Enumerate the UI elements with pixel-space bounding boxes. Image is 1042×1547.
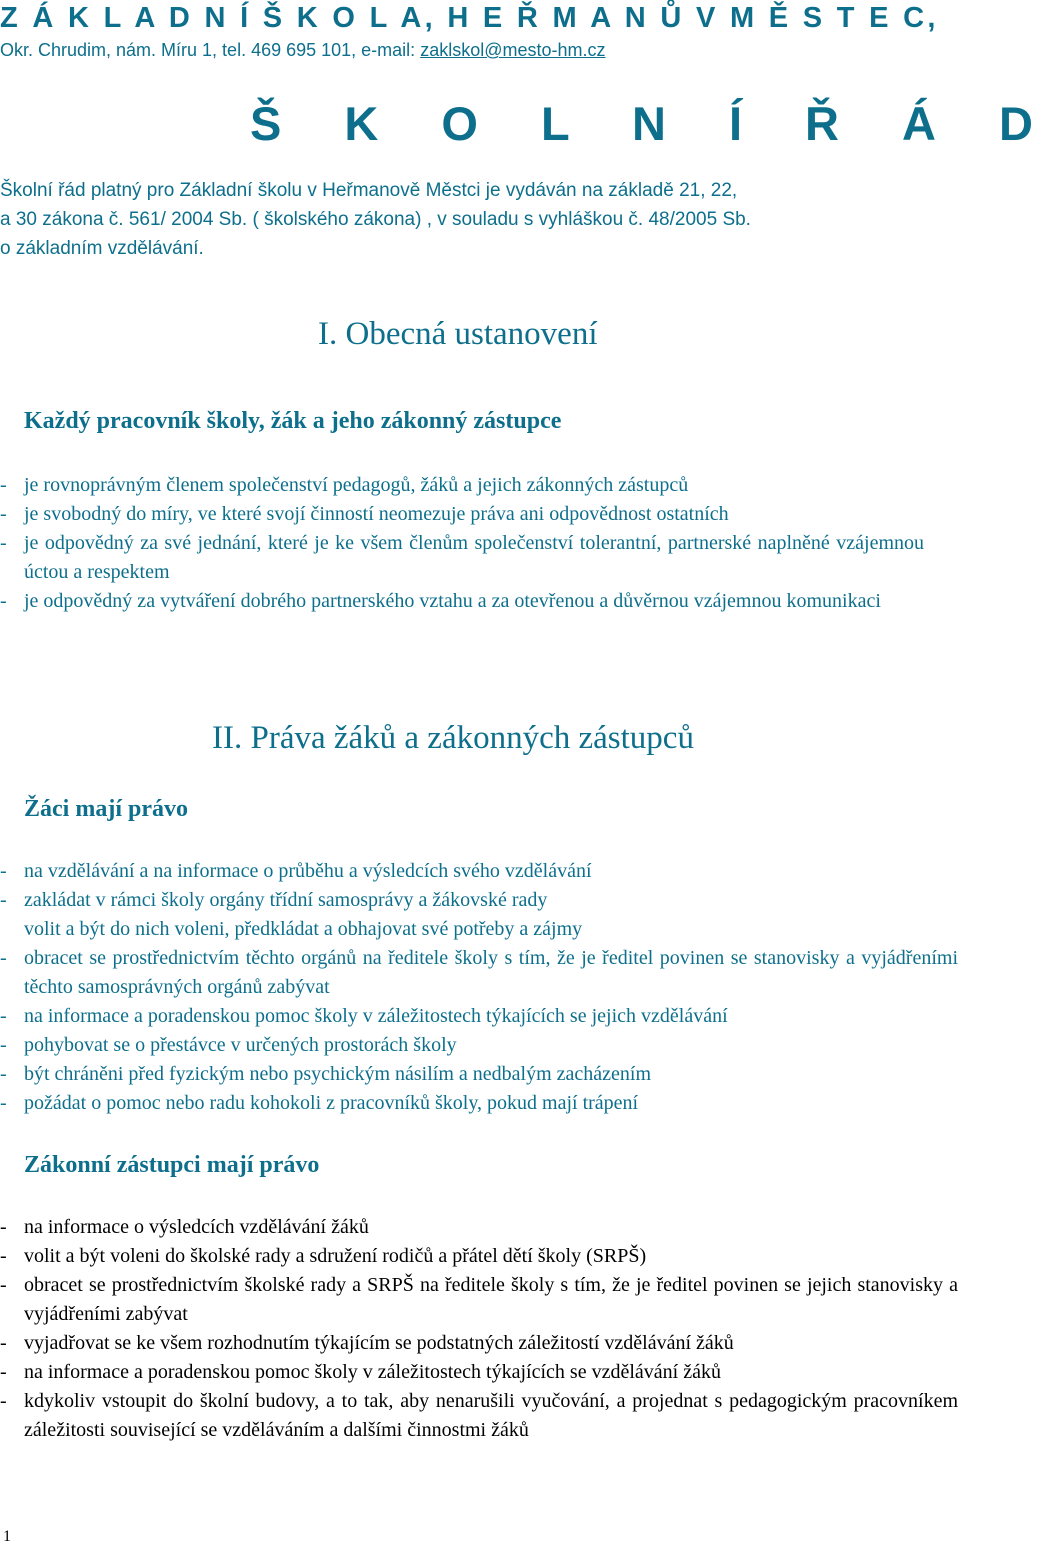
- list-item-text: vyjadřovat se ke všem rozhodnutím týkajícím se podstatných záležitostí vzdělávání žáků: [24, 1332, 734, 1354]
- list-item-text: na informace o výsledcích vzdělávání žáků: [24, 1216, 369, 1238]
- list-item: [0, 1329, 958, 1358]
- list-item-text: je odpovědný za své jednání, které je ke všem členům společenství tolerantní, partnerské naplněné vzájemnou úctou a respektem: [24, 532, 924, 583]
- intro-line: o základním vzdělávání.: [0, 238, 204, 259]
- section-heading-general: I. Obecná ustanovení: [318, 316, 598, 352]
- school-contact: [0, 40, 606, 61]
- list-item-text: volit a být voleni do školské rady a sdružení rodičů a přátel dětí školy (SRPŠ): [24, 1245, 647, 1267]
- list-dash: -: [0, 889, 7, 911]
- list-item: [0, 1213, 958, 1242]
- list-dash: [0, 915, 24, 944]
- list-item: [0, 915, 958, 944]
- list-item-text: na vzdělávání a na informace o průběhu a výsledcích svého vzdělávání: [24, 860, 592, 882]
- list-item-text: obracet se prostřednictvím těchto orgánů na ředitele školy s tím, že je ředitel povinen se stanovisky a vyjádřeními těchto samosprávných orgánů zabývat: [24, 947, 958, 998]
- subheading-pupils: Žáci mají právo: [24, 796, 188, 822]
- list-dash: -: [0, 1063, 7, 1085]
- list-dash: -: [0, 1034, 7, 1056]
- list-item-text: zakládat v rámci školy orgány třídní samosprávy a žákovské rady: [24, 889, 548, 911]
- list-item-text: pohybovat se o přestávce v určených prostorách školy: [24, 1034, 457, 1056]
- list-dash: -: [0, 1390, 7, 1412]
- list-item: [0, 1387, 958, 1445]
- list-item: [0, 886, 958, 915]
- subheading-guardians: Zákonní zástupci mají právo: [24, 1152, 320, 1178]
- list-item-text: je rovnoprávným členem společenství pedagogů, žáků a jejich zákonných zástupců: [24, 474, 689, 496]
- list-item: [0, 1060, 958, 1089]
- list-dash: -: [0, 1245, 7, 1267]
- list-item: [0, 857, 958, 886]
- list-item-text: požádat o pomoc nebo radu kohokoli z pracovníků školy, pokud mají trápení: [24, 1092, 639, 1114]
- intro-line: Školní řád platný pro Základní školu v Heřmanově Městci je vydáván na základě 21, 22,: [0, 180, 738, 201]
- list-item: [0, 1089, 958, 1118]
- subheading-everyone: Každý pracovník školy, žák a jeho zákonný zástupce: [24, 408, 562, 434]
- list-dash: -: [0, 1274, 7, 1296]
- list-dash: -: [0, 1092, 7, 1114]
- list-item-text: kdykoliv vstoupit do školní budovy, a to tak, aby nenarušili vyučování, a projednat s pedagogickým pracovníkem záležitosti související se vzděláváním a dalšími činnostmi žáků: [24, 1390, 958, 1441]
- pupils-rights-list: [0, 857, 958, 1118]
- list-item: [0, 1031, 958, 1060]
- section-heading-rights: II. Práva žáků a zákonných zástupců: [212, 720, 694, 756]
- list-item: [0, 587, 934, 616]
- list-item: [0, 1242, 958, 1271]
- general-rules-list: [0, 471, 934, 616]
- list-item-text: obracet se prostřednictvím školské rady a SRPŠ na ředitele školy s tím, že je ředitel povinen se jejich stanovisky a vyjádřeními zabývat: [24, 1274, 958, 1325]
- list-item-text: volit a být do nich voleni, předkládat a obhajovat své potřeby a zájmy: [24, 918, 583, 940]
- list-item-text: na informace a poradenskou pomoc školy v záležitostech týkajících se jejich vzdělávání: [24, 1005, 728, 1027]
- guardians-rights-list: [0, 1213, 958, 1445]
- list-dash: -: [0, 590, 7, 612]
- list-dash: -: [0, 532, 7, 554]
- intro-paragraph: [0, 176, 960, 263]
- list-dash: -: [0, 947, 7, 969]
- page-number: 1: [3, 1528, 11, 1545]
- school-name: Z Á K L A D N Í Š K O L A, H E Ř M A N Ů V M Ě S T E C,: [0, 2, 939, 34]
- list-dash: -: [0, 860, 7, 882]
- list-item: [0, 471, 934, 500]
- list-dash: -: [0, 503, 7, 525]
- list-dash: -: [0, 1216, 7, 1238]
- document-title: Š K O L N Í Ř Á D: [250, 97, 1042, 150]
- list-item: [0, 944, 958, 1002]
- list-item: [0, 529, 934, 587]
- list-dash: -: [0, 1005, 7, 1027]
- list-item: [0, 1002, 958, 1031]
- list-dash: -: [0, 1361, 7, 1383]
- list-item: [0, 500, 934, 529]
- list-item-text: být chráněni před fyzickým nebo psychickým násilím a nedbalým zacházením: [24, 1063, 652, 1085]
- list-dash: -: [0, 1332, 7, 1354]
- email-link[interactable]: zaklskol@mesto-hm.cz: [420, 40, 606, 60]
- list-item-text: je svobodný do míry, ve které svojí činností neomezuje práva ani odpovědnost ostatních: [24, 503, 729, 525]
- list-item-text: je odpovědný za vytváření dobrého partnerského vztahu a za otevřenou a důvěrnou vzájemnou komunikaci: [24, 590, 881, 612]
- contact-text: Okr. Chrudim, nám. Míru 1, tel. 469 695 101, e-mail:: [0, 40, 421, 60]
- list-dash: -: [0, 474, 7, 496]
- list-item: [0, 1358, 958, 1387]
- list-item-text: na informace a poradenskou pomoc školy v záležitostech týkajících se vzdělávání žáků: [24, 1361, 721, 1383]
- list-item: [0, 1271, 958, 1329]
- intro-line: a 30 zákona č. 561/ 2004 Sb. ( školského zákona) , v souladu s vyhláškou č. 48/2005 Sb.: [0, 209, 751, 230]
